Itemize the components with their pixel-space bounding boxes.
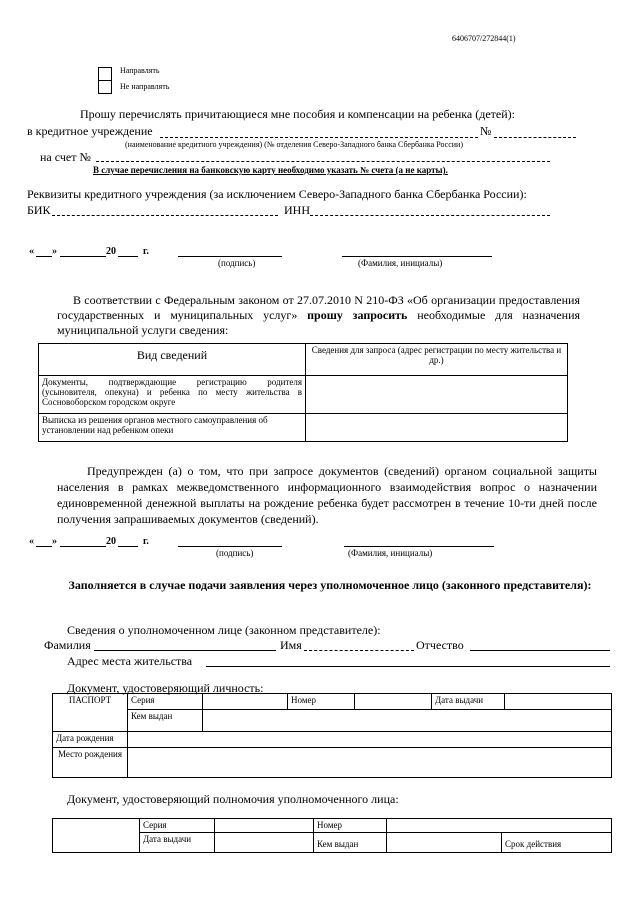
credit-institution-field[interactable] [160, 137, 478, 138]
auth-number-field[interactable] [387, 819, 612, 833]
date-year-field-2[interactable] [118, 546, 138, 547]
auth-issue-date-field[interactable] [215, 833, 314, 853]
bik-label: БИК [27, 203, 51, 217]
issue-date-field[interactable] [505, 694, 612, 710]
law-text: В соответствии с Федеральным законом от 27.07.2010 N 210-ФЗ «Об организации предоставления государственных и муниципальных услуг» [57, 293, 580, 322]
auth-doc-title: Документ, удостоверяющий полномочия уполномоченного лица: [67, 792, 399, 806]
date-month-field-2[interactable] [60, 546, 106, 547]
signature-field-1[interactable] [178, 256, 282, 257]
table-header-kind: Вид сведений [39, 344, 306, 376]
auth-validity-label: Срок действия [502, 833, 612, 853]
birth-place-label: Место рождения [53, 748, 128, 778]
id-document-table [52, 693, 612, 778]
year-prefix-1: 20 [106, 246, 116, 257]
series-field[interactable] [203, 694, 288, 710]
auth-issued-by-field[interactable] [387, 833, 502, 853]
auth-issue-date-label: Дата выдачи [140, 833, 215, 853]
inn-field[interactable] [310, 215, 550, 216]
surname-label: Фамилия [44, 638, 91, 652]
credit-hint: (наименование кредитного учреждения) (№ отделения Северо-Западного банка Сбербанка России) [125, 140, 463, 149]
auth-doc-type-field[interactable] [53, 819, 140, 853]
number-label: Номер [288, 694, 355, 710]
signature-hint-1: (подпись) [218, 258, 256, 268]
law-text-2: для назначения муниципальной услуги сведения: [57, 308, 581, 337]
auth-document-table [52, 818, 612, 853]
warning-paragraph: Предупрежден (а) о том, что при запросе документов (сведений) органом социальной защиты населения в рамках межведомственного информационного взаимодействия вопрос о назначении единовременной денежной выплаты на рождение ребенка будет рассмотрен в течение 10-ти дней после получения запрашиваемых документов (сведений). [57, 464, 597, 526]
signature-field-2[interactable] [178, 546, 282, 547]
branch-number-field[interactable] [494, 137, 576, 138]
credit-institution-label: в кредитное учреждение [27, 124, 153, 138]
date-quote-close-2: » [52, 536, 57, 547]
signature-hint-2: (подпись) [216, 548, 254, 558]
auth-number-label: Номер [314, 819, 387, 833]
first-name-label: Имя [280, 638, 302, 652]
series-label: Серия [128, 694, 203, 710]
direct-label: Направлять [120, 66, 160, 75]
table-cell-registration-details[interactable] [306, 376, 568, 414]
year-prefix-2: 20 [106, 536, 116, 547]
table-header-details: Сведения для запроса (адрес регистрации по месту жительства и др.) [306, 344, 568, 376]
patronymic-label: Отчество [416, 638, 464, 652]
inn-label: ИНН [284, 203, 310, 217]
surname-field[interactable] [94, 650, 276, 651]
bik-field[interactable] [52, 215, 278, 216]
auth-series-field[interactable] [215, 819, 314, 833]
request-line: Прошу перечислять причитающиеся мне пособия и компенсации на ребенка (детей): [80, 107, 515, 121]
not-direct-label: Не направлять [120, 82, 170, 91]
date-quote-close-1: » [52, 246, 57, 257]
year-suffix-1: г. [143, 246, 149, 257]
auth-issued-by-label: Кем выдан [314, 833, 387, 853]
issued-by-field[interactable] [203, 710, 612, 732]
number-sign: № [480, 124, 492, 138]
auth-series-label: Серия [140, 819, 215, 833]
not-direct-checkbox[interactable] [98, 80, 112, 94]
first-name-field[interactable] [304, 650, 414, 651]
address-label: Адрес места жительства [67, 654, 193, 668]
table-cell-guardianship-details[interactable] [306, 414, 568, 442]
birth-date-field[interactable] [128, 732, 612, 748]
direct-checkbox[interactable] [98, 67, 112, 81]
law-paragraph [57, 293, 580, 338]
number-field[interactable] [355, 694, 432, 710]
name-field-1[interactable] [342, 256, 492, 257]
birth-place-field[interactable] [128, 748, 612, 778]
address-field[interactable] [206, 666, 610, 667]
birth-date-label: Дата рождения [53, 732, 128, 748]
issued-by-label: Кем выдан [128, 710, 203, 732]
date-quote-open-2: « [29, 536, 34, 547]
name-field-2[interactable] [344, 546, 494, 547]
card-note: В случае перечисления на банковскую карту необходимо указать № счета (а не карты). [93, 165, 448, 175]
account-label: на счет № [40, 150, 91, 164]
id-doc-title: Документ, удостоверяющий личность: [67, 681, 264, 695]
law-bold: прошу запросить [307, 308, 408, 322]
info-request-table [38, 343, 568, 442]
issue-date-label: Дата выдачи [432, 694, 505, 710]
date-day-field-2[interactable] [36, 546, 52, 547]
representative-info: Сведения о уполномоченном лице (законном представителе): [67, 623, 381, 637]
year-suffix-2: г. [143, 536, 149, 547]
patronymic-field[interactable] [470, 650, 610, 651]
date-month-field-1[interactable] [60, 256, 106, 257]
table-row-guardianship: Выписка из решения органов местного самоуправления об установлении над ребенком опеки [39, 414, 306, 442]
document-id: 6406707/272844(1) [452, 34, 516, 43]
requisites-title: Реквизиты кредитного учреждения (за исключением Северо-Западного банка Сбербанка России): [27, 187, 527, 201]
name-hint-2: (Фамилия, инициалы) [348, 548, 433, 558]
account-field[interactable] [96, 161, 550, 162]
date-day-field-1[interactable] [36, 256, 52, 257]
date-year-field-1[interactable] [118, 256, 138, 257]
table-row-registration: Документы, подтверждающие регистрацию родителя (усыновителя, опекуна) и ребенка по месту жительства в Сосновоборском городском округе [39, 376, 306, 414]
date-quote-open-1: « [29, 246, 34, 257]
law-text-end: необходимые [417, 308, 486, 322]
representative-heading: Заполняется в случае подачи заявления через уполномоченное лицо (законного представителя): [68, 578, 592, 592]
name-hint-1: (Фамилия, инициалы) [358, 258, 443, 268]
passport-label: ПАСПОРТ [53, 694, 128, 732]
